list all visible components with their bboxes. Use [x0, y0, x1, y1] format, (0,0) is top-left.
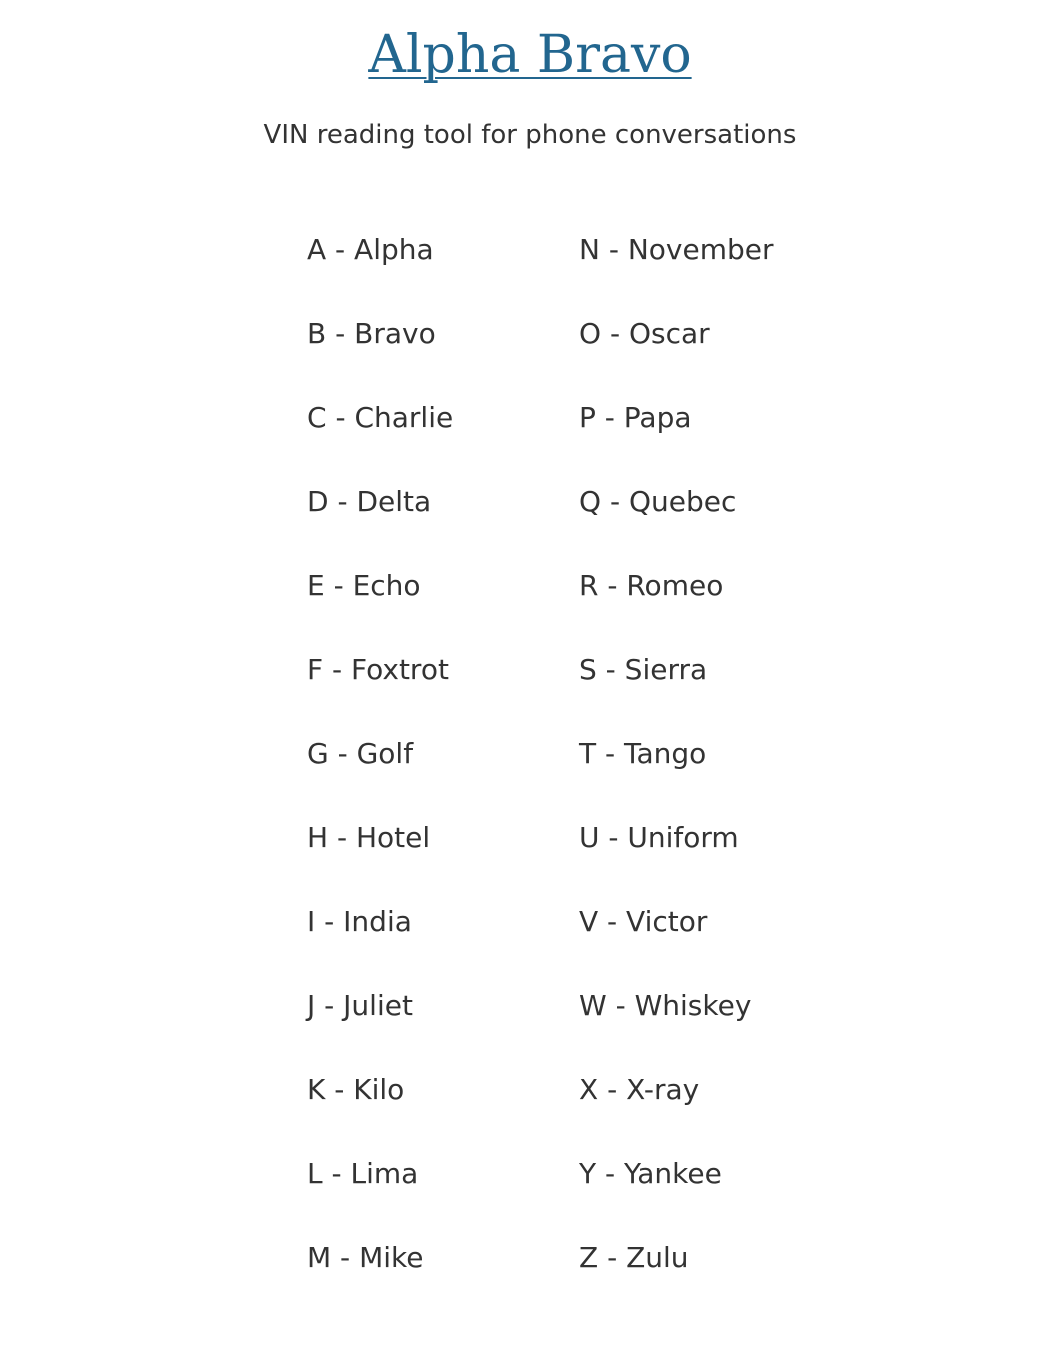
alphabet-entry-j: J - Juliet [307, 989, 413, 1022]
alphabet-entry-v: V - Victor [579, 905, 708, 938]
alphabet-entry-a: A - Alpha [307, 233, 434, 266]
alphabet-entry-w: W - Whiskey [579, 989, 752, 1022]
alphabet-entry-x: X - X-ray [579, 1073, 700, 1106]
alphabet-entry-m: M - Mike [307, 1241, 424, 1274]
alphabet-entry-r: R - Romeo [579, 569, 724, 602]
alphabet-entry-u: U - Uniform [579, 821, 739, 854]
alphabet-entry-p: P - Papa [579, 401, 692, 434]
phonetic-alphabet-list [307, 222, 867, 1314]
alphabet-entry-e: E - Echo [307, 569, 421, 602]
site-title-link[interactable]: Alpha Bravo [368, 25, 692, 85]
alphabet-entry-i: I - India [307, 905, 412, 938]
alphabet-entry-l: L - Lima [307, 1157, 419, 1190]
alphabet-entry-n: N - November [579, 233, 774, 266]
alphabet-entry-k: K - Kilo [307, 1073, 405, 1106]
alphabet-entry-f: F - Foxtrot [307, 653, 449, 686]
alphabet-entry-y: Y - Yankee [579, 1157, 722, 1190]
tagline: VIN reading tool for phone conversations [263, 120, 797, 150]
alphabet-entry-c: C - Charlie [307, 401, 454, 434]
alphabet-entry-d: D - Delta [307, 485, 432, 518]
alphabet-entry-q: Q - Quebec [579, 485, 737, 518]
alphabet-entry-b: B - Bravo [307, 317, 436, 350]
alphabet-entry-h: H - Hotel [307, 821, 431, 854]
alphabet-entry-s: S - Sierra [579, 653, 708, 686]
alphabet-entry-o: O - Oscar [579, 317, 710, 350]
alphabet-entry-g: G - Golf [307, 737, 414, 770]
alphabet-entry-t: T - Tango [579, 737, 707, 770]
page-title [0, 22, 1060, 88]
alphabet-entry-z: Z - Zulu [579, 1241, 689, 1274]
